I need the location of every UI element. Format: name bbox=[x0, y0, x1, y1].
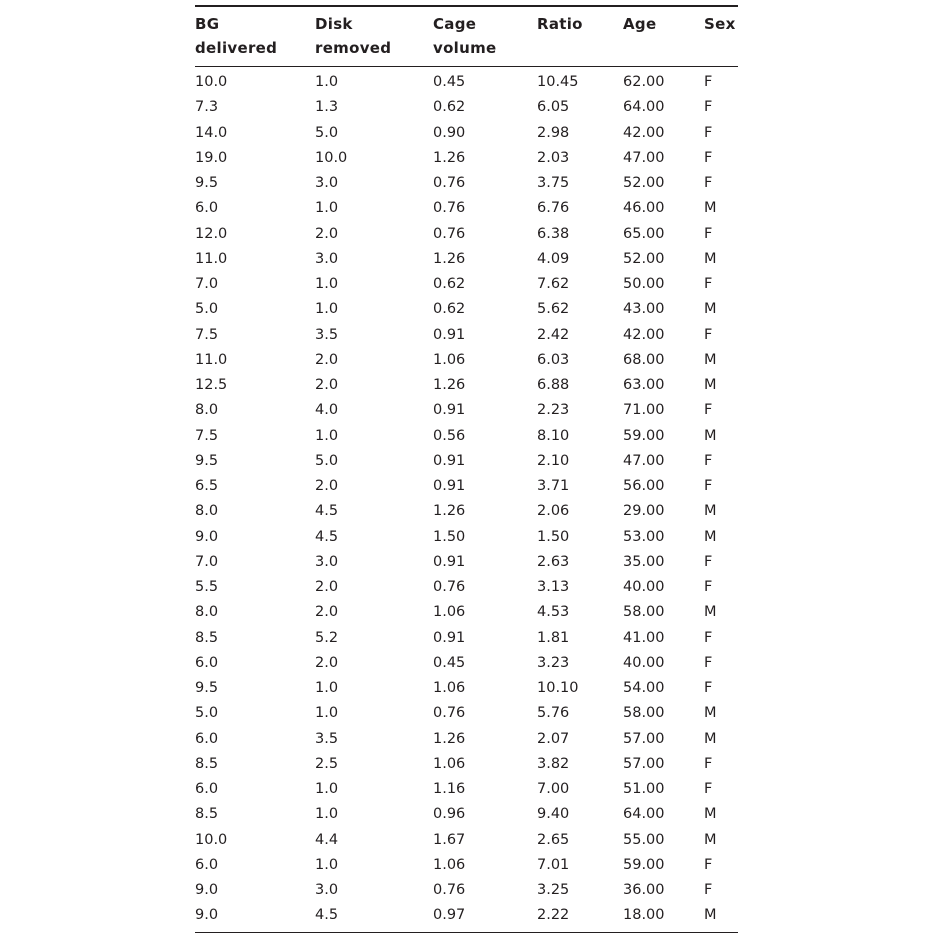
cell-age: 65.00 bbox=[623, 225, 665, 242]
data-table-container bbox=[195, 5, 738, 933]
cell-cage-volume: 0.76 bbox=[433, 225, 466, 242]
cell-cage-volume: 0.56 bbox=[433, 427, 466, 444]
table-row bbox=[195, 121, 738, 146]
column-header-age bbox=[623, 6, 704, 67]
column-header-line bbox=[623, 36, 704, 60]
column-header-line: removed bbox=[315, 39, 392, 57]
cell-ratio: 3.75 bbox=[537, 175, 570, 191]
column-header-line: Ratio bbox=[537, 15, 583, 33]
cell-ratio: 2.63 bbox=[537, 553, 570, 570]
column-header-cage-volume bbox=[433, 6, 537, 67]
cell-cage-volume: 1.06 bbox=[433, 680, 466, 696]
cell-ratio: 2.98 bbox=[537, 124, 570, 141]
cell-cage-volume: 0.76 bbox=[433, 175, 466, 191]
cell-sex: F bbox=[704, 478, 713, 494]
cell-bg-delivered: 10.0 bbox=[195, 74, 228, 90]
cell-bg-delivered: 8.0 bbox=[195, 503, 219, 520]
cell-sex: M bbox=[704, 528, 717, 545]
cell-disk-removed: 2.5 bbox=[315, 755, 339, 772]
cell-cage-volume: 1.06 bbox=[433, 604, 466, 621]
cell-age: 52.00 bbox=[623, 175, 665, 191]
table-row bbox=[195, 348, 738, 373]
cell-ratio: 5.62 bbox=[537, 301, 570, 318]
cell-ratio: 6.38 bbox=[537, 225, 570, 242]
cell-cage-volume: 1.06 bbox=[433, 856, 466, 873]
cell-bg-delivered: 6.0 bbox=[195, 856, 219, 873]
cell-sex: M bbox=[704, 705, 717, 722]
cell-disk-removed: 2.0 bbox=[315, 225, 339, 242]
column-header-line: Sex bbox=[704, 15, 736, 33]
cell-ratio: 9.40 bbox=[537, 806, 570, 823]
cell-ratio: 3.71 bbox=[537, 478, 570, 494]
cell-sex: F bbox=[704, 175, 713, 191]
cell-bg-delivered: 8.0 bbox=[195, 604, 219, 621]
cell-bg-delivered: 5.0 bbox=[195, 705, 219, 722]
cell-cage-volume: 1.26 bbox=[433, 250, 466, 267]
cell-disk-removed: 1.0 bbox=[315, 200, 339, 217]
table-row bbox=[195, 247, 738, 272]
cell-sex: F bbox=[704, 654, 713, 671]
table-row bbox=[195, 575, 738, 600]
cell-cage-volume: 0.62 bbox=[433, 301, 466, 318]
cell-bg-delivered: 9.5 bbox=[195, 452, 219, 469]
cell-age: 62.00 bbox=[623, 74, 665, 90]
cell-bg-delivered: 8.5 bbox=[195, 806, 219, 823]
cell-disk-removed: 4.5 bbox=[315, 503, 339, 520]
cell-sex: M bbox=[704, 200, 717, 217]
table-row bbox=[195, 550, 738, 575]
table-row bbox=[195, 323, 738, 348]
cell-bg-delivered: 9.0 bbox=[195, 907, 219, 924]
table-row bbox=[195, 752, 738, 777]
cell-age: 64.00 bbox=[623, 99, 665, 116]
cell-cage-volume: 1.16 bbox=[433, 781, 466, 797]
cell-sex: M bbox=[704, 604, 717, 621]
cell-sex: F bbox=[704, 74, 713, 90]
cell-cage-volume: 0.91 bbox=[433, 402, 466, 419]
table-row bbox=[195, 449, 738, 474]
cell-ratio: 10.45 bbox=[537, 74, 579, 90]
cell-ratio: 6.03 bbox=[537, 351, 570, 368]
cell-age: 46.00 bbox=[623, 200, 665, 217]
table-row bbox=[195, 676, 738, 701]
table-row bbox=[195, 171, 738, 196]
cell-ratio: 6.88 bbox=[537, 377, 570, 393]
cell-disk-removed: 1.0 bbox=[315, 427, 339, 444]
cell-age: 35.00 bbox=[623, 553, 665, 570]
cell-bg-delivered: 8.5 bbox=[195, 755, 219, 772]
cell-cage-volume: 0.45 bbox=[433, 74, 466, 90]
table-row bbox=[195, 398, 738, 423]
cell-cage-volume: 1.26 bbox=[433, 377, 466, 393]
cell-age: 29.00 bbox=[623, 503, 665, 520]
cell-age: 58.00 bbox=[623, 604, 665, 621]
cell-disk-removed: 1.0 bbox=[315, 781, 339, 797]
cell-ratio: 1.81 bbox=[537, 629, 570, 646]
table-row bbox=[195, 146, 738, 171]
cell-disk-removed: 3.0 bbox=[315, 553, 339, 570]
cell-disk-removed: 2.0 bbox=[315, 478, 339, 494]
column-header-line: BG bbox=[195, 15, 220, 33]
cell-ratio: 2.42 bbox=[537, 326, 570, 343]
cell-sex: F bbox=[704, 452, 713, 469]
table-row bbox=[195, 272, 738, 297]
cell-bg-delivered: 11.0 bbox=[195, 250, 228, 267]
cell-ratio: 7.01 bbox=[537, 856, 570, 873]
table-row bbox=[195, 373, 738, 398]
cell-disk-removed: 4.5 bbox=[315, 528, 339, 545]
cell-bg-delivered: 7.5 bbox=[195, 326, 219, 343]
column-header-line: Disk bbox=[315, 15, 353, 33]
cell-age: 18.00 bbox=[623, 907, 665, 924]
cell-cage-volume: 0.76 bbox=[433, 579, 466, 595]
cell-bg-delivered: 14.0 bbox=[195, 124, 228, 141]
cell-ratio: 4.53 bbox=[537, 604, 570, 621]
cell-ratio: 2.07 bbox=[537, 730, 570, 747]
cell-sex: F bbox=[704, 553, 713, 570]
column-header-line: Age bbox=[623, 15, 657, 33]
cell-cage-volume: 1.67 bbox=[433, 831, 466, 848]
cell-disk-removed: 1.0 bbox=[315, 705, 339, 722]
cell-age: 64.00 bbox=[623, 806, 665, 823]
cell-bg-delivered: 6.0 bbox=[195, 730, 219, 747]
column-header-line: delivered bbox=[195, 39, 278, 57]
cell-sex: M bbox=[704, 427, 717, 444]
cell-ratio: 8.10 bbox=[537, 427, 570, 444]
table-row bbox=[195, 651, 738, 676]
cell-bg-delivered: 10.0 bbox=[195, 831, 228, 848]
table-row bbox=[195, 424, 738, 449]
cell-cage-volume: 1.26 bbox=[433, 730, 466, 747]
cell-bg-delivered: 9.0 bbox=[195, 882, 219, 898]
cell-ratio: 3.23 bbox=[537, 654, 570, 671]
cell-sex: F bbox=[704, 882, 713, 898]
cell-disk-removed: 4.5 bbox=[315, 907, 339, 924]
table-row bbox=[195, 802, 738, 827]
cell-age: 51.00 bbox=[623, 781, 665, 797]
table-row bbox=[195, 853, 738, 878]
column-header-line: volume bbox=[433, 39, 497, 57]
cell-ratio: 2.06 bbox=[537, 503, 570, 520]
cell-sex: F bbox=[704, 781, 713, 797]
cell-bg-delivered: 8.5 bbox=[195, 629, 219, 646]
header-row bbox=[195, 6, 738, 67]
cell-bg-delivered: 6.0 bbox=[195, 200, 219, 217]
cell-disk-removed: 1.0 bbox=[315, 276, 339, 292]
cell-disk-removed: 5.0 bbox=[315, 124, 339, 141]
cell-sex: M bbox=[704, 250, 717, 267]
cell-ratio: 2.03 bbox=[537, 149, 570, 166]
cell-age: 53.00 bbox=[623, 528, 665, 545]
cell-sex: F bbox=[704, 579, 713, 595]
column-header-ratio bbox=[537, 6, 623, 67]
cell-cage-volume: 0.91 bbox=[433, 478, 466, 494]
cell-bg-delivered: 5.0 bbox=[195, 301, 219, 318]
cell-cage-volume: 1.26 bbox=[433, 149, 466, 166]
table-row bbox=[195, 878, 738, 903]
cell-disk-removed: 1.0 bbox=[315, 806, 339, 823]
cell-ratio: 6.05 bbox=[537, 99, 570, 116]
cell-age: 47.00 bbox=[623, 149, 665, 166]
cell-ratio: 10.10 bbox=[537, 680, 579, 696]
cell-ratio: 2.23 bbox=[537, 402, 570, 419]
cell-cage-volume: 0.62 bbox=[433, 99, 466, 116]
cell-cage-volume: 1.06 bbox=[433, 755, 466, 772]
cell-sex: M bbox=[704, 301, 717, 318]
cell-ratio: 7.62 bbox=[537, 276, 570, 292]
cell-disk-removed: 5.2 bbox=[315, 629, 339, 646]
cell-age: 59.00 bbox=[623, 427, 665, 444]
cell-bg-delivered: 8.0 bbox=[195, 402, 219, 419]
cell-disk-removed: 3.5 bbox=[315, 730, 339, 747]
cell-cage-volume: 1.50 bbox=[433, 528, 466, 545]
cell-disk-removed: 2.0 bbox=[315, 377, 339, 393]
cell-sex: M bbox=[704, 831, 717, 848]
cell-age: 57.00 bbox=[623, 755, 665, 772]
cell-age: 58.00 bbox=[623, 705, 665, 722]
cell-disk-removed: 1.0 bbox=[315, 74, 339, 90]
column-header-line bbox=[537, 36, 623, 60]
table-row bbox=[195, 297, 738, 322]
cell-age: 59.00 bbox=[623, 856, 665, 873]
cell-bg-delivered: 19.0 bbox=[195, 149, 228, 166]
cell-cage-volume: 0.90 bbox=[433, 124, 466, 141]
table-row bbox=[195, 67, 738, 96]
cell-disk-removed: 3.0 bbox=[315, 882, 339, 898]
cell-cage-volume: 1.26 bbox=[433, 503, 466, 520]
cell-sex: F bbox=[704, 99, 713, 116]
column-header-sex bbox=[704, 6, 738, 67]
cell-sex: F bbox=[704, 402, 713, 419]
cell-disk-removed: 2.0 bbox=[315, 351, 339, 368]
cell-disk-removed: 1.0 bbox=[315, 856, 339, 873]
cell-disk-removed: 3.5 bbox=[315, 326, 339, 343]
cell-disk-removed: 3.0 bbox=[315, 250, 339, 267]
cell-sex: M bbox=[704, 730, 717, 747]
cell-bg-delivered: 7.0 bbox=[195, 553, 219, 570]
cell-cage-volume: 0.91 bbox=[433, 629, 466, 646]
cell-disk-removed: 1.0 bbox=[315, 301, 339, 318]
table-row bbox=[195, 701, 738, 726]
cell-age: 50.00 bbox=[623, 276, 665, 292]
column-header-line: Cage bbox=[433, 15, 477, 33]
cell-ratio: 3.25 bbox=[537, 882, 570, 898]
cell-age: 40.00 bbox=[623, 654, 665, 671]
cell-sex: M bbox=[704, 907, 717, 924]
cell-sex: F bbox=[704, 276, 713, 292]
cell-sex: F bbox=[704, 149, 713, 166]
cell-sex: M bbox=[704, 503, 717, 520]
cell-bg-delivered: 9.5 bbox=[195, 680, 219, 696]
cell-sex: M bbox=[704, 806, 717, 823]
cell-age: 47.00 bbox=[623, 452, 665, 469]
cell-age: 36.00 bbox=[623, 882, 665, 898]
cell-ratio: 3.13 bbox=[537, 579, 570, 595]
table-row bbox=[195, 525, 738, 550]
cell-bg-delivered: 7.0 bbox=[195, 276, 219, 292]
cell-sex: F bbox=[704, 629, 713, 646]
cell-disk-removed: 1.0 bbox=[315, 680, 339, 696]
cell-ratio: 5.76 bbox=[537, 705, 570, 722]
cell-age: 42.00 bbox=[623, 124, 665, 141]
cell-cage-volume: 0.91 bbox=[433, 326, 466, 343]
cell-bg-delivered: 7.5 bbox=[195, 427, 219, 444]
column-header-bg-delivered bbox=[195, 6, 315, 67]
cell-disk-removed: 2.0 bbox=[315, 654, 339, 671]
column-header-disk-removed bbox=[315, 6, 433, 67]
cell-sex: F bbox=[704, 755, 713, 772]
table-row bbox=[195, 474, 738, 499]
cell-cage-volume: 0.97 bbox=[433, 907, 466, 924]
cell-cage-volume: 1.06 bbox=[433, 351, 466, 368]
cell-bg-delivered: 9.5 bbox=[195, 175, 219, 191]
table-body bbox=[195, 67, 738, 933]
table-row bbox=[195, 903, 738, 932]
cell-ratio: 7.00 bbox=[537, 781, 570, 797]
cell-sex: F bbox=[704, 124, 713, 141]
cell-ratio: 2.10 bbox=[537, 452, 570, 469]
cell-age: 71.00 bbox=[623, 402, 665, 419]
cell-bg-delivered: 12.0 bbox=[195, 225, 228, 242]
cell-age: 41.00 bbox=[623, 629, 665, 646]
table-row bbox=[195, 499, 738, 524]
cell-age: 55.00 bbox=[623, 831, 665, 848]
cell-bg-delivered: 6.5 bbox=[195, 478, 219, 494]
cell-age: 63.00 bbox=[623, 377, 665, 393]
cell-bg-delivered: 11.0 bbox=[195, 351, 228, 368]
cell-bg-delivered: 6.0 bbox=[195, 654, 219, 671]
cell-sex: M bbox=[704, 377, 717, 393]
cell-cage-volume: 0.45 bbox=[433, 654, 466, 671]
cell-cage-volume: 0.76 bbox=[433, 200, 466, 217]
cell-disk-removed: 3.0 bbox=[315, 175, 339, 191]
cell-disk-removed: 4.4 bbox=[315, 831, 339, 848]
table-row bbox=[195, 95, 738, 120]
cell-ratio: 4.09 bbox=[537, 250, 570, 267]
table-row bbox=[195, 828, 738, 853]
table-row bbox=[195, 626, 738, 651]
cell-ratio: 3.82 bbox=[537, 755, 570, 772]
cell-cage-volume: 0.91 bbox=[433, 452, 466, 469]
cell-sex: M bbox=[704, 351, 717, 368]
cell-bg-delivered: 9.0 bbox=[195, 528, 219, 545]
cell-age: 54.00 bbox=[623, 680, 665, 696]
cell-age: 43.00 bbox=[623, 301, 665, 318]
cell-cage-volume: 0.91 bbox=[433, 553, 466, 570]
cell-ratio: 2.65 bbox=[537, 831, 570, 848]
cell-age: 42.00 bbox=[623, 326, 665, 343]
cell-bg-delivered: 7.3 bbox=[195, 99, 219, 116]
column-header-line bbox=[704, 36, 738, 60]
cell-bg-delivered: 6.0 bbox=[195, 781, 219, 797]
cell-age: 56.00 bbox=[623, 478, 665, 494]
cell-ratio: 2.22 bbox=[537, 907, 570, 924]
table-row bbox=[195, 727, 738, 752]
cell-sex: F bbox=[704, 326, 713, 343]
cell-cage-volume: 0.76 bbox=[433, 882, 466, 898]
data-table bbox=[195, 5, 738, 933]
cell-sex: F bbox=[704, 680, 713, 696]
cell-disk-removed: 2.0 bbox=[315, 579, 339, 595]
cell-disk-removed: 10.0 bbox=[315, 149, 348, 166]
cell-bg-delivered: 5.5 bbox=[195, 579, 219, 595]
cell-ratio: 1.50 bbox=[537, 528, 570, 545]
cell-bg-delivered: 12.5 bbox=[195, 377, 228, 393]
cell-cage-volume: 0.62 bbox=[433, 276, 466, 292]
cell-disk-removed: 4.0 bbox=[315, 402, 339, 419]
cell-cage-volume: 0.76 bbox=[433, 705, 466, 722]
cell-age: 52.00 bbox=[623, 250, 665, 267]
cell-disk-removed: 1.3 bbox=[315, 99, 339, 116]
table-row bbox=[195, 600, 738, 625]
cell-disk-removed: 5.0 bbox=[315, 452, 339, 469]
table-row bbox=[195, 222, 738, 247]
table-row bbox=[195, 777, 738, 802]
table-header bbox=[195, 6, 738, 67]
cell-ratio: 6.76 bbox=[537, 200, 570, 217]
cell-age: 68.00 bbox=[623, 351, 665, 368]
cell-disk-removed: 2.0 bbox=[315, 604, 339, 621]
cell-age: 57.00 bbox=[623, 730, 665, 747]
cell-sex: F bbox=[704, 856, 713, 873]
cell-cage-volume: 0.96 bbox=[433, 806, 466, 823]
cell-age: 40.00 bbox=[623, 579, 665, 595]
table-row bbox=[195, 196, 738, 221]
cell-sex: F bbox=[704, 225, 713, 242]
